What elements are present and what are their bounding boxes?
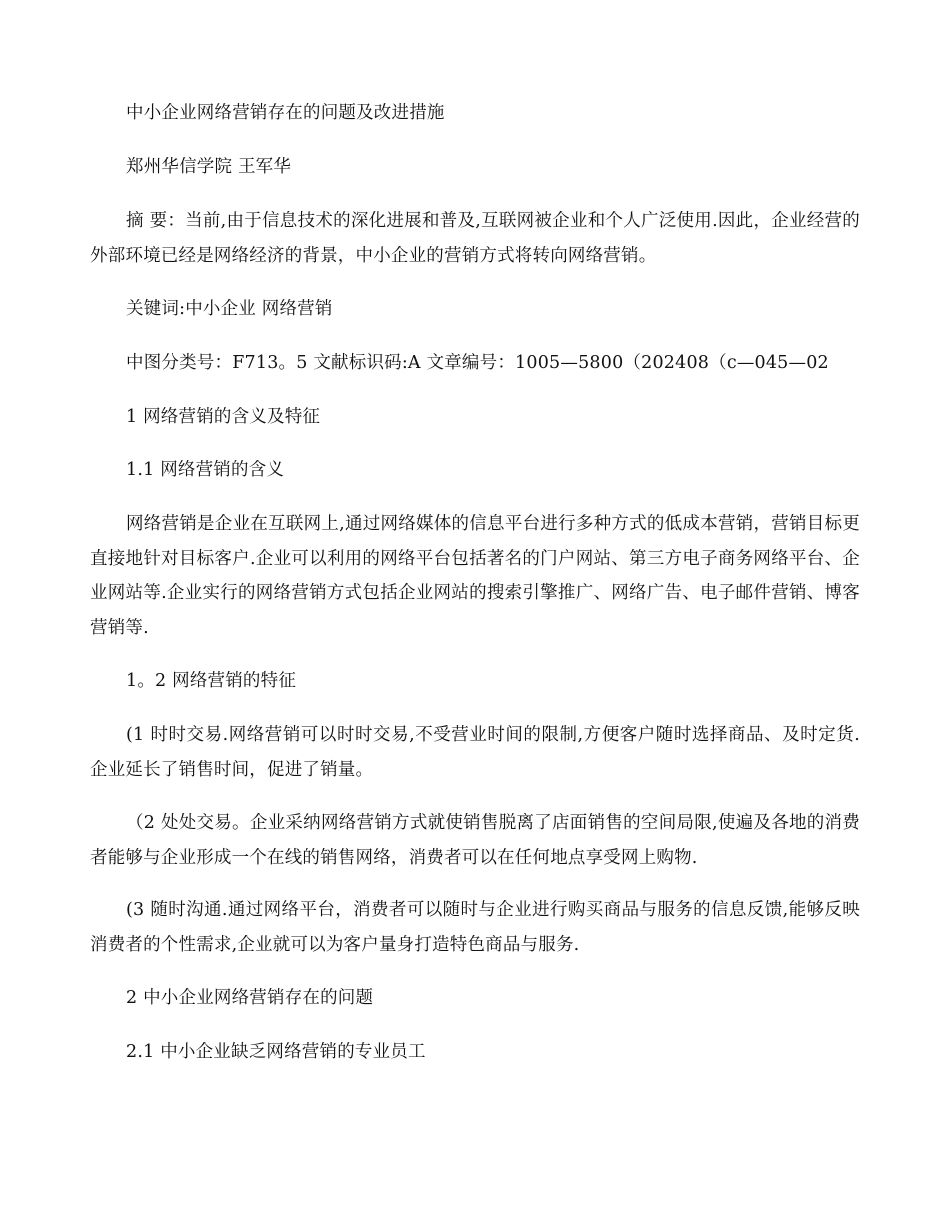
section-1-1-heading: 1.1 网络营销的含义 (126, 460, 285, 480)
section-1-1-body: 网络营销是企业在互联网上,通过网络媒体的信息平台进行多种方式的低成本营销，营销目标更直接地针对目标客户.企业可以利用的网络平台包括著名的门户网站、第三方电子商务网络平台、企业网站等.企业实行的网络营销方式包括企业网站的搜索引擎推广、网络广告、电子邮件营销、博客营销等. (90, 514, 860, 638)
author-line: 郑州华信学院 王军华 (126, 157, 292, 177)
abstract-paragraph: 摘 要：当前,由于信息技术的深化进展和普及,互联网被企业和个人广泛使用.因此，企业经营的外部环境已经是网络经济的背景，中小企业的营销方式将转向网络营销。 (90, 211, 860, 266)
classification-line: 中图分类号：F713。5 文献标识码:A 文章编号：1005—5800（202408（c—045—02 (126, 353, 829, 373)
section-1-2-heading: 1。2 网络营销的特征 (126, 671, 297, 691)
section-1-2-item-2: （2 处处交易。企业采纳网络营销方式就使销售脱离了店面销售的空间局限,使遍及各地的消费者能够与企业形成一个在线的销售网络，消费者可以在任何地点享受网上购物. (90, 813, 860, 868)
section-1-2-item-1: (1 时时交易.网络营销可以时时交易,不受营业时间的限制,方便客户随时选择商品、及时定货.企业延长了销售时间，促进了销量。 (90, 725, 860, 780)
document-title: 中小企业网络营销存在的问题及改进措施 (126, 103, 445, 123)
section-1-2-item-3: (3 随时沟通.通过网络平台，消费者可以随时与企业进行购买商品与服务的信息反馈,能够反映消费者的个性需求,企业就可以为客户量身打造特色商品与服务. (90, 900, 860, 955)
section-1-heading: 1 网络营销的含义及特征 (126, 407, 321, 427)
section-2-1-heading: 2.1 中小企业缺乏网络营销的专业员工 (126, 1042, 426, 1062)
section-2-heading: 2 中小企业网络营销存在的问题 (126, 988, 374, 1008)
keywords-line: 关键词:中小企业 网络营销 (126, 299, 333, 319)
